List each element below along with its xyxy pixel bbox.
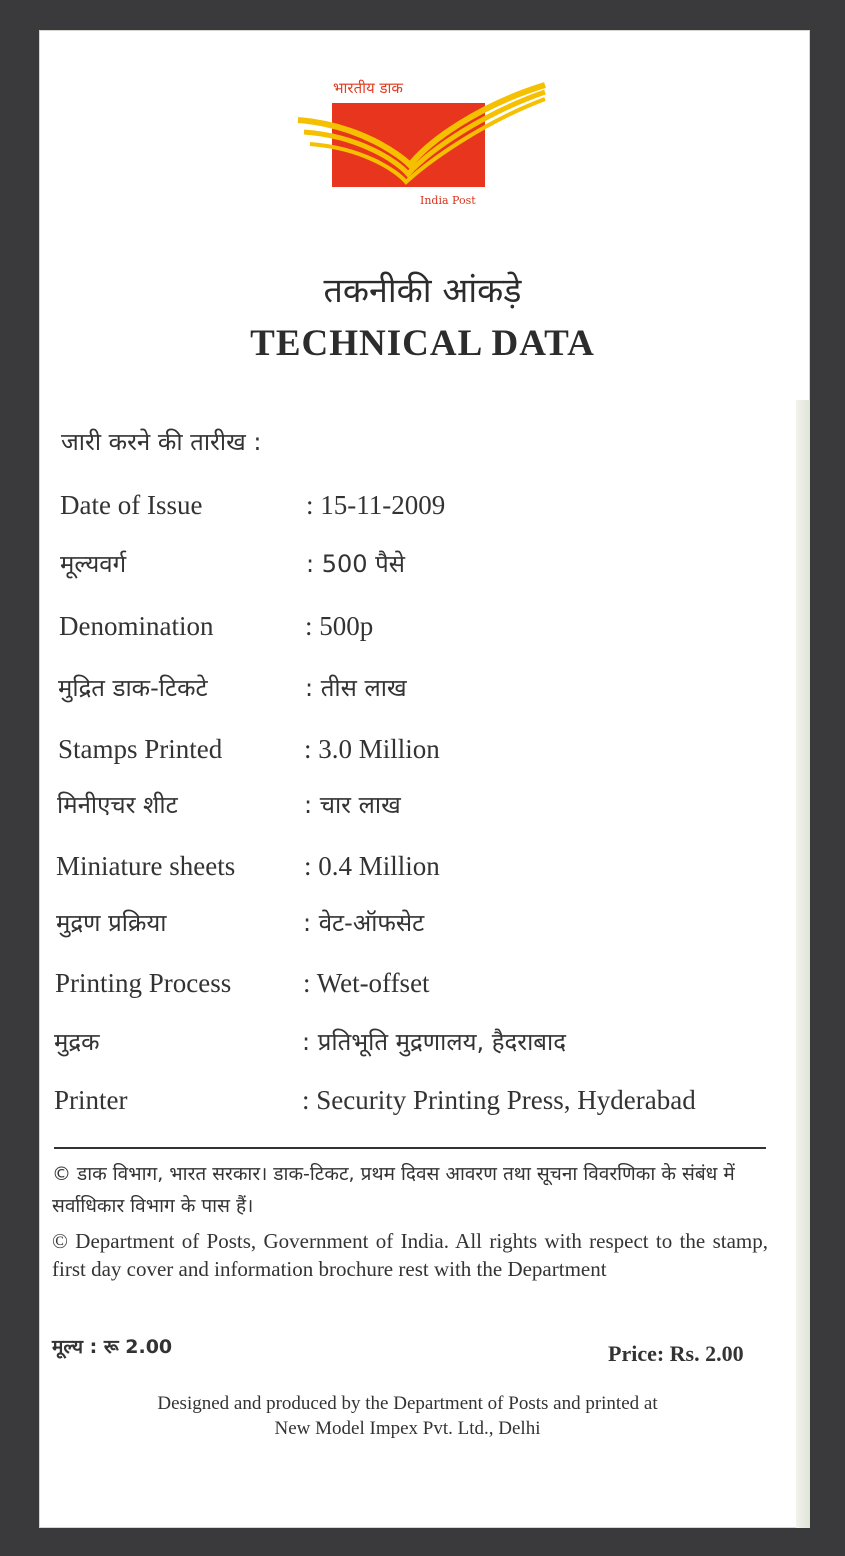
row-value: : 0.4 Million: [304, 851, 440, 881]
data-row: [0, 788, 845, 828]
price-english: Price: Rs. 2.00: [608, 1341, 744, 1366]
logo-hindi-text: भारतीय डाक: [333, 79, 403, 97]
title-english: TECHNICAL DATA: [250, 323, 595, 364]
copyright-english: © Department of Posts, Government of India. All rights with respect to the stamp, first day cover and information brochure rest with the Department: [52, 1229, 768, 1281]
row-label: जारी करने की तारीख :: [61, 428, 262, 456]
row-value: : तीस लाख: [305, 674, 407, 702]
credit-line-1: Designed and produced by the Department of Posts and printed at: [157, 1393, 658, 1414]
row-value: : Security Printing Press, Hyderabad: [302, 1085, 696, 1115]
logo-english-text: India Post: [420, 194, 476, 207]
row-label: Printing Process: [55, 968, 232, 998]
row-value: : Wet-offset: [303, 968, 430, 998]
row-label: Miniature sheets: [56, 851, 236, 881]
price-hindi: मूल्य : रू 2.00: [52, 1336, 173, 1358]
printer-credit: [0, 1391, 815, 1441]
divider: [54, 1147, 766, 1149]
title-hindi: तकनीकी आंकड़े: [323, 271, 522, 311]
data-row: [0, 425, 845, 465]
row-value: : चार लाख: [304, 791, 401, 819]
data-row: [0, 906, 845, 946]
india-post-logo: [290, 70, 550, 220]
data-row: [0, 851, 845, 891]
row-label: मुद्रण प्रक्रिया: [56, 909, 167, 937]
data-row: [0, 490, 845, 530]
row-label: Date of Issue: [60, 490, 203, 520]
data-row: [0, 1085, 845, 1125]
row-label: Printer: [54, 1085, 128, 1115]
data-row: [0, 968, 845, 1008]
row-label: मूल्यवर्ग: [60, 550, 127, 578]
row-value: : 15-11-2009: [306, 490, 446, 520]
row-value: : प्रतिभूति मुद्रणालय, हैदराबाद: [302, 1028, 566, 1056]
data-row: [0, 1025, 845, 1065]
row-label: मुद्रित डाक-टिकटे: [58, 674, 208, 702]
row-value: : 3.0 Million: [304, 734, 440, 764]
row-label: मिनीएचर शीट: [57, 791, 178, 819]
data-row: [0, 611, 845, 651]
data-row: [0, 547, 845, 587]
credit-line-2: New Model Impex Pvt. Ltd., Delhi: [274, 1418, 541, 1439]
row-value: : 500p: [305, 611, 374, 641]
row-label: Stamps Printed: [58, 734, 223, 764]
row-label: मुद्रक: [54, 1028, 100, 1056]
row-value: : वेट-ऑफसेट: [303, 909, 425, 937]
data-row: [0, 671, 845, 711]
brochure-page: [39, 30, 810, 1528]
row-value: : 500 पैसे: [306, 550, 406, 578]
row-label: Denomination: [59, 611, 214, 641]
data-row: [0, 734, 845, 774]
copyright-hindi: © डाक विभाग, भारत सरकार। डाक-टिकट, प्रथम दिवस आवरण तथा सूचना विवरणिका के संबंध में सर्वाधिकार विभाग के पास हैं।: [52, 1163, 735, 1217]
